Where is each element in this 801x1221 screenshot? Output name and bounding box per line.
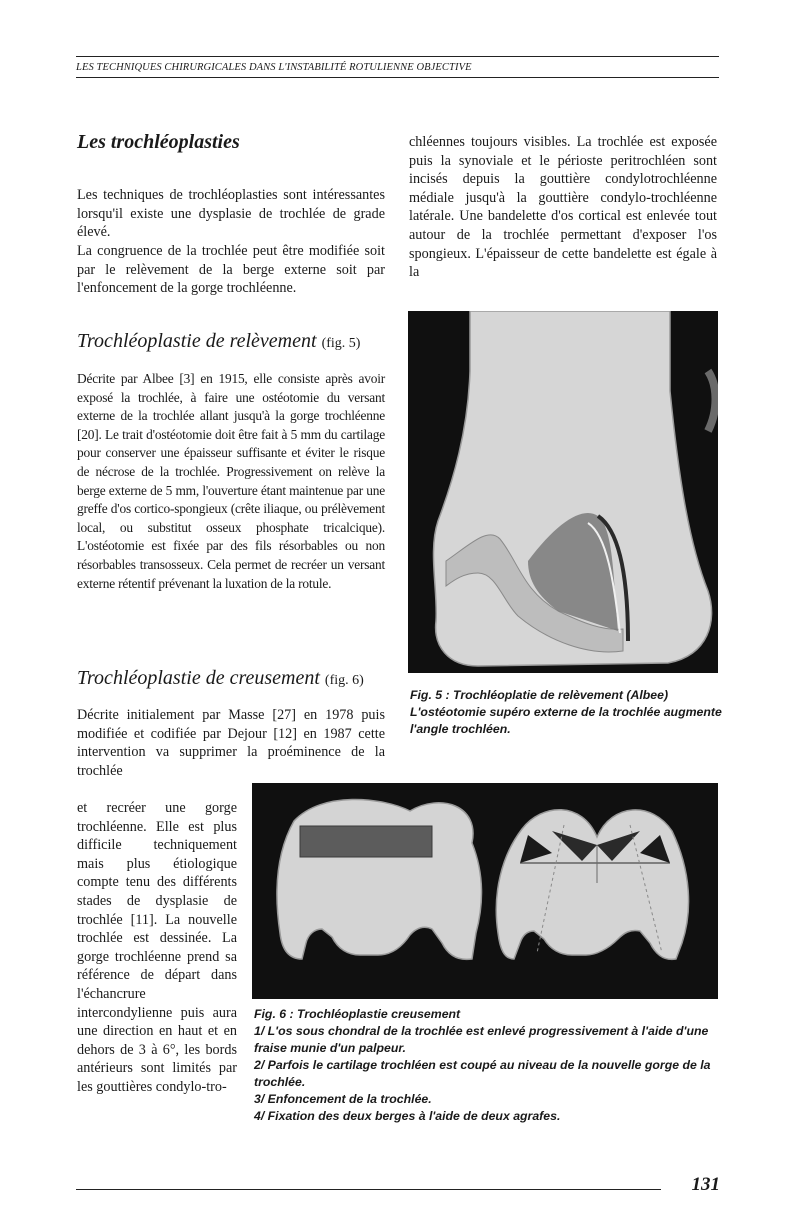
creusement-fig-ref: (fig. 6)	[324, 673, 364, 688]
running-header: LES TECHNIQUES CHIRURGICALES DANS L'INSTABILITÉ ROTULIENNE OBJECTIVE	[76, 62, 472, 73]
figure-6-item-4: 4/ Fixation des deux berges à l'aide de deux agrafes.	[254, 1109, 561, 1123]
creusement-body-full: Décrite initialement par Masse [27] en 1978 puis modifiée et codifiée par Dejour [12] en 1987 cette intervention va supprimer la proéminence de la trochlée	[77, 707, 385, 779]
figure-6-image	[252, 783, 718, 999]
intro-paragraph-2: La congruence de la trochlée peut être modifiée soit par le relèvement de la berge externe soit par l'enfoncement de la gorge trochléenne.	[77, 243, 385, 297]
relevement-body: Décrite par Albee [3] en 1915, elle consiste après avoir exposé la trochlée, à faire une ostéotomie du versant externe de la trochlée allant jusqu'à la gorge trochléenne [20]. Le trait d'ostéotomie doit être fait à 5 mm du cartilage pour conserver une épaisseur suffisante et éviter le risque de nécrose de la trochlée. Progressivement on relève la berge externe de 5 mm, l'ouverture étant maintenue par une greffe d'os cortico-spongieux (crête iliaque, ou prélèvement local, ou substitut osseux phosphate tricalcique). L'ostéotomie est fixée par des fils résorbables ou non résorbables transosseux. Cela permet de recréer un versant externe rétentif prévenant la luxation de la rotule.	[77, 371, 385, 591]
figure-5-label: Fig. 5 : Trochléoplatie de relèvement (Albee)	[410, 688, 669, 702]
relevement-fig-ref: (fig. 5)	[321, 336, 361, 351]
header-rule-top	[76, 56, 719, 57]
creusement-title: Trochléoplastie de creusement	[77, 667, 320, 689]
subsection-title-creusement	[77, 667, 387, 690]
figure-5-image	[408, 311, 718, 673]
figure-6-caption	[254, 1006, 724, 1125]
footer-rule	[76, 1189, 661, 1190]
figure-6-label: Fig. 6 : Trochléoplastie creusement	[254, 1007, 461, 1021]
figure-6-item-3: 3/ Enfoncement de la trochlée.	[254, 1092, 432, 1106]
header-rule-bottom	[76, 77, 719, 78]
right-column-paragraph: chléennes toujours visibles. La trochlée est exposée puis la synoviale et le périoste peritrochléen sont incisés depuis la gouttière condylotrochléenne médiale jusqu'à la gouttière condylo-trochléenne latérale. Une bandelette d'os cortical est enlevée tout autour de la trochlée permettant d'exposer l'os spongieux. L'épaisseur de cette bandelette est égale à la	[409, 134, 717, 281]
figure-6-item-1: 1/ L'os sous chondral de la trochlée est enlevé progressivement à l'aide d'une fraise munie d'un palpeur.	[254, 1024, 709, 1055]
figure-5-text: L'ostéotomie supéro externe de la trochlée augmente l'angle trochléen.	[410, 705, 722, 736]
subsection-title-relevement	[77, 330, 387, 353]
figure-6-item-2: 2/ Parfois le cartilage trochléen est coupé au niveau de la nouvelle gorge de la trochlée.	[254, 1058, 711, 1089]
figure-5-caption	[410, 687, 730, 738]
trochleoplasty-diagram	[252, 783, 718, 999]
femur-trochlea-illustration	[408, 311, 718, 673]
intro-paragraph-1: Les techniques de trochléoplasties sont intéressantes lorsqu'il existe une dysplasie de trochlée de grade élevé.	[77, 187, 385, 241]
creusement-body-narrow: et recréer une gorge trochléenne. Elle est plus difficile techniquement mais plus étiologique compte tenu des différents stades de dysplasie de trochlée [11]. La nouvelle trochlée est dessinée. La gorge trochléenne prend sa référence de départ dans l'échancrure intercondylienne puis aura une direction en haut et en dehors de 3 à 6°, les bords antérieurs sont limités par les gouttières condylo-tro-	[77, 800, 237, 1095]
section-title: Les trochléoplasties	[77, 131, 240, 153]
page-number: 131	[691, 1174, 720, 1195]
relevement-title: Trochléoplastie de relèvement	[77, 330, 317, 352]
